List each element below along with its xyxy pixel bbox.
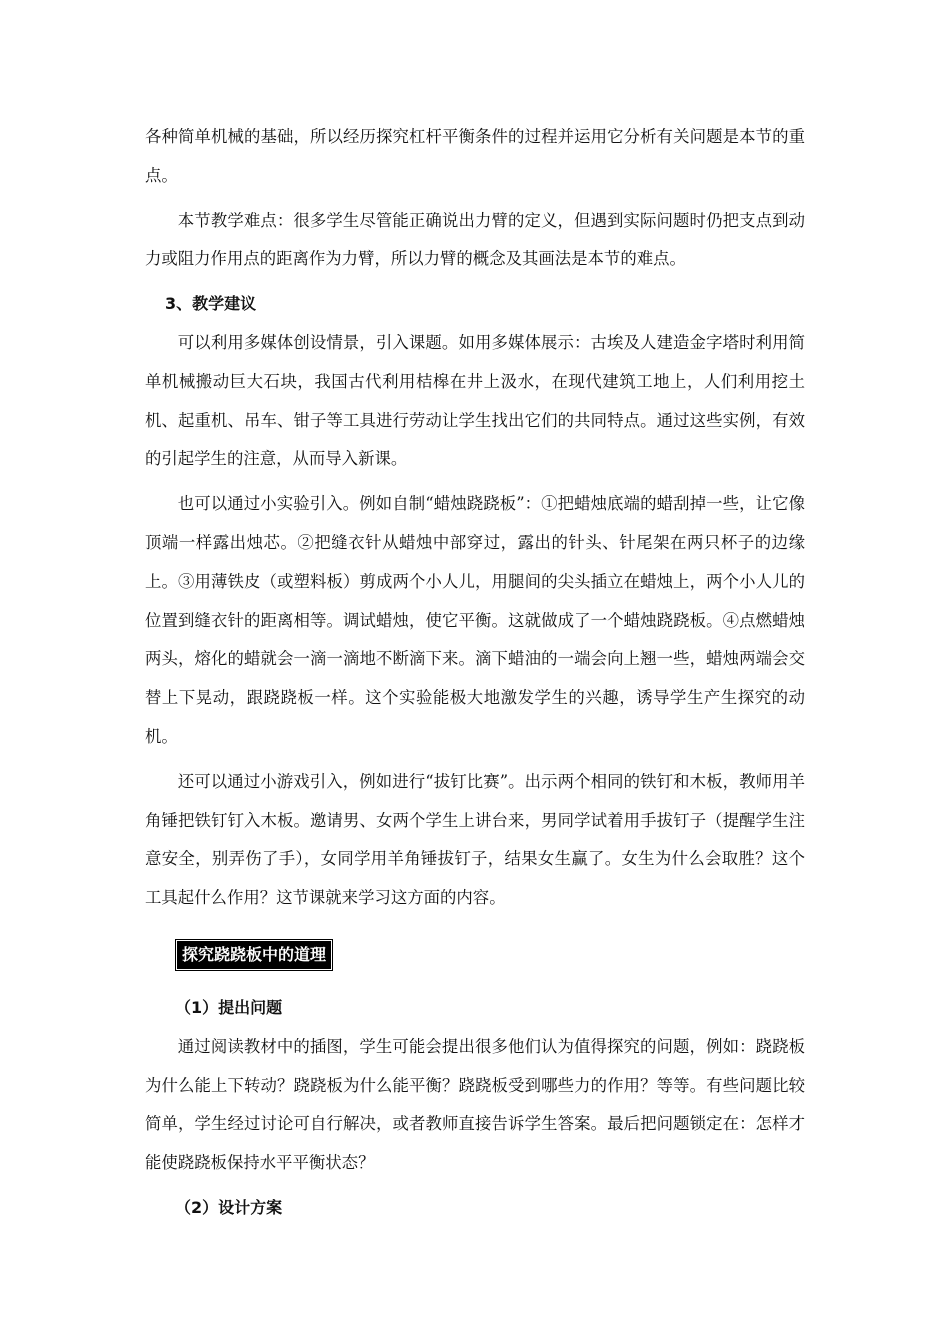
subheading-design-plan: （2）设计方案	[175, 1197, 283, 1217]
banner-container	[145, 941, 805, 971]
paragraph-nail-pulling-game: 还可以通过小游戏引入，例如进行“拔钉比赛”。出示两个相同的铁钉和木板，教师用羊角锤把铁钉钉入木板。邀请男、女两个学生上讲台来，男同学试着用手拔钉子（提醒学生注意安全，别弄伤了手），女同学用羊角锤拔钉子，结果女生赢了。女生为什么会取胜？这个工具起什么作用？这节课就来学习这方面的内容。	[145, 771, 805, 908]
paragraph-candle-seesaw-experiment: 也可以通过小实验引入。例如自制“蜡烛跷跷板”：①把蜡烛底端的蜡刮掉一些，让它像顶端一样露出烛芯。②把缝衣针从蜡烛中部穿过，露出的针头、针尾架在两只杯子的边缘上。③用薄铁皮（或塑料板）剪成两个小人儿，用腿间的尖头插立在蜡烛上，两个小人儿的位置到缝衣针的距离相等。调试蜡烛，使它平衡。这就做成了一个蜡烛跷跷板。④点燃蜡烛两头，熔化的蜡就会一滴一滴地不断滴下来。滴下蜡油的一端会向上翘一些，蜡烛两端会交替上下晃动，跟跷跷板一样。这个实验能极大地激发学生的兴趣，诱导学生产生探究的动机。	[145, 494, 805, 746]
paragraph-multimedia-intro: 可以利用多媒体创设情景，引入课题。如用多媒体展示：古埃及人建造金字塔时利用简单机械搬动巨大石块，我国古代利用桔槔在井上汲水，在现代建筑工地上，人们利用挖土机、起重机、吊车、钳子等工具进行劳动让学生找出它们的共同特点。通过这些实例，有效的引起学生的注意，从而导入新课。	[145, 332, 805, 469]
section-banner-seesaw: 探究跷跷板中的道理	[177, 941, 331, 969]
section-heading-teaching-suggestions: 3、教学建议	[165, 294, 257, 314]
paragraph-teaching-difficulty: 本节教学难点：很多学生尽管能正确说出力臂的定义，但遇到实际问题时仍把支点到动力或阻力作用点的距离作为力臂，所以力臂的概念及其画法是本节的难点。	[145, 210, 805, 269]
paragraph-key-points-end: 各种简单机械的基础，所以经历探究杠杆平衡条件的过程并运用它分析有关问题是本节的重点。	[145, 127, 805, 185]
subheading-raise-question: （1）提出问题	[175, 997, 283, 1017]
paragraph-raise-question: 通过阅读教材中的插图，学生可能会提出很多他们认为值得探究的问题，例如：跷跷板为什么能上下转动？跷跷板为什么能平衡？跷跷板受到哪些力的作用？等等。有些问题比较简单，学生经过讨论可自行解决，或者教师直接告诉学生答案。最后把问题锁定在：怎样才能使跷跷板保持水平平衡状态？	[145, 1036, 805, 1173]
document-body	[145, 118, 805, 1228]
